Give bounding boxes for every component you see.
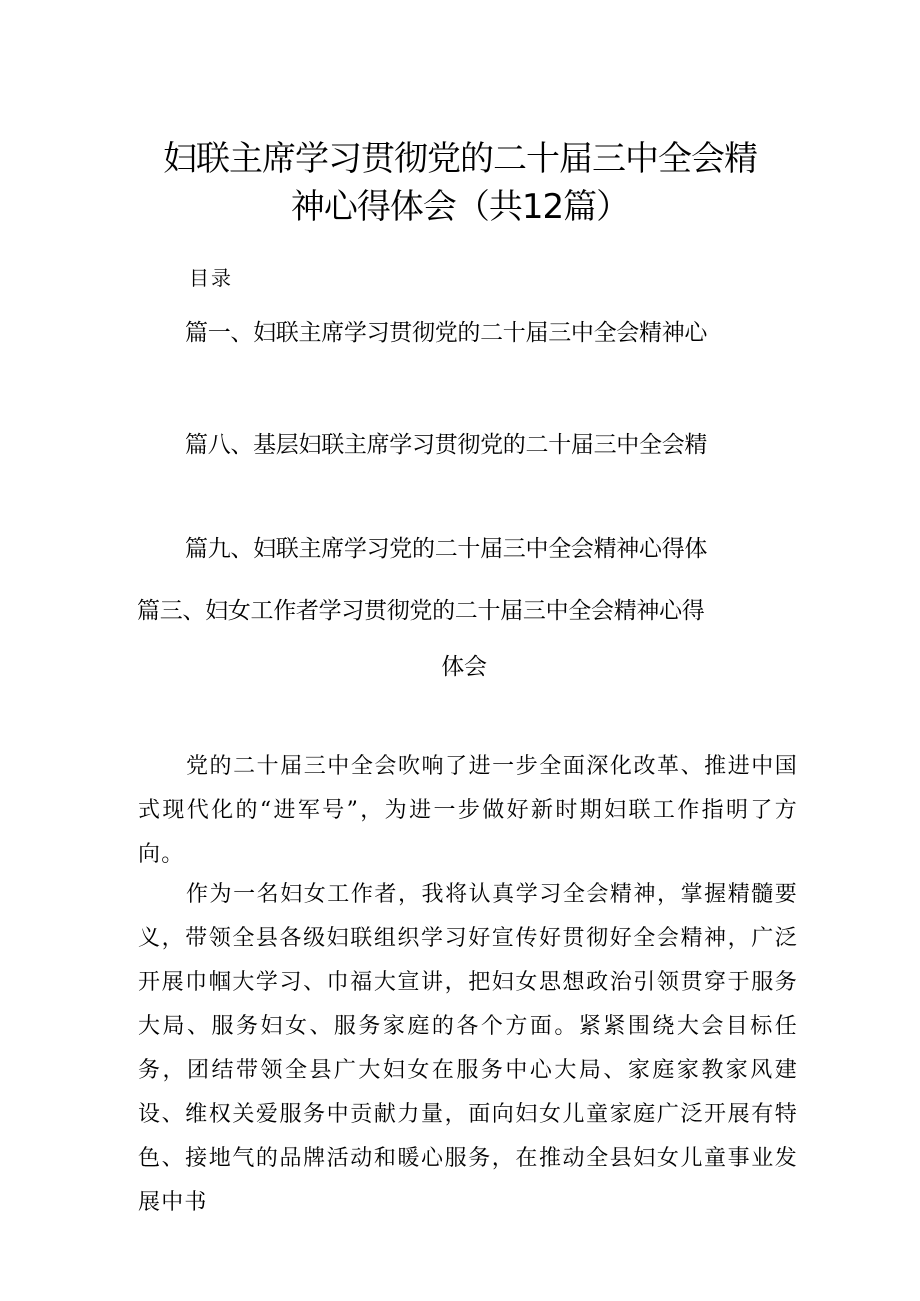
document-title-line-1: 妇联主席学习贯彻党的二十届三中全会精 — [163, 139, 757, 179]
body-paragraph: 作为一名妇女工作者，我将认真学习全会精神，掌握精髓要义，带领全县各级妇联组织学习好宣传好贯彻好全会精神，广泛开展巾帼大学习、巾福大宣讲，把妇女思想政治引领贯穿于服务大局、服务妇女、服务家庭的各个方面。紧紧围绕大会目标任务，团结带领全县广大妇女在服务中心大局、家庭家教家风建设、维权关爱服务中贡献力量，面向妇女儿童家庭广泛开展有特色、接地气的品牌活动和暖心服务，在推动全县妇女儿童事业发展中书 — [138, 882, 798, 1215]
toc-item[interactable]: 篇三、妇女工作者学习贯彻党的二十届三中全会精神心得 — [137, 598, 705, 624]
body-paragraph: 党的二十届三中全会吹响了进一步全面深化改革、推进中国式现代化的“进军号”，为进一步做好新时期妇联工作指明了方向。 — [138, 754, 798, 867]
toc-item[interactable]: 篇八、基层妇联主席学习贯彻党的二十届三中全会精 — [185, 432, 708, 458]
toc-item[interactable]: 篇九、妇联主席学习党的二十届三中全会精神心得体 — [185, 536, 708, 562]
toc-item[interactable]: 篇一、妇联主席学习贯彻党的二十届三中全会精神心 — [185, 320, 708, 346]
document-title-line-2: 神心得体会（共12篇） — [290, 187, 630, 227]
toc-label: 目录 — [189, 266, 233, 290]
toc-item-continuation[interactable]: 体会 — [441, 654, 487, 680]
